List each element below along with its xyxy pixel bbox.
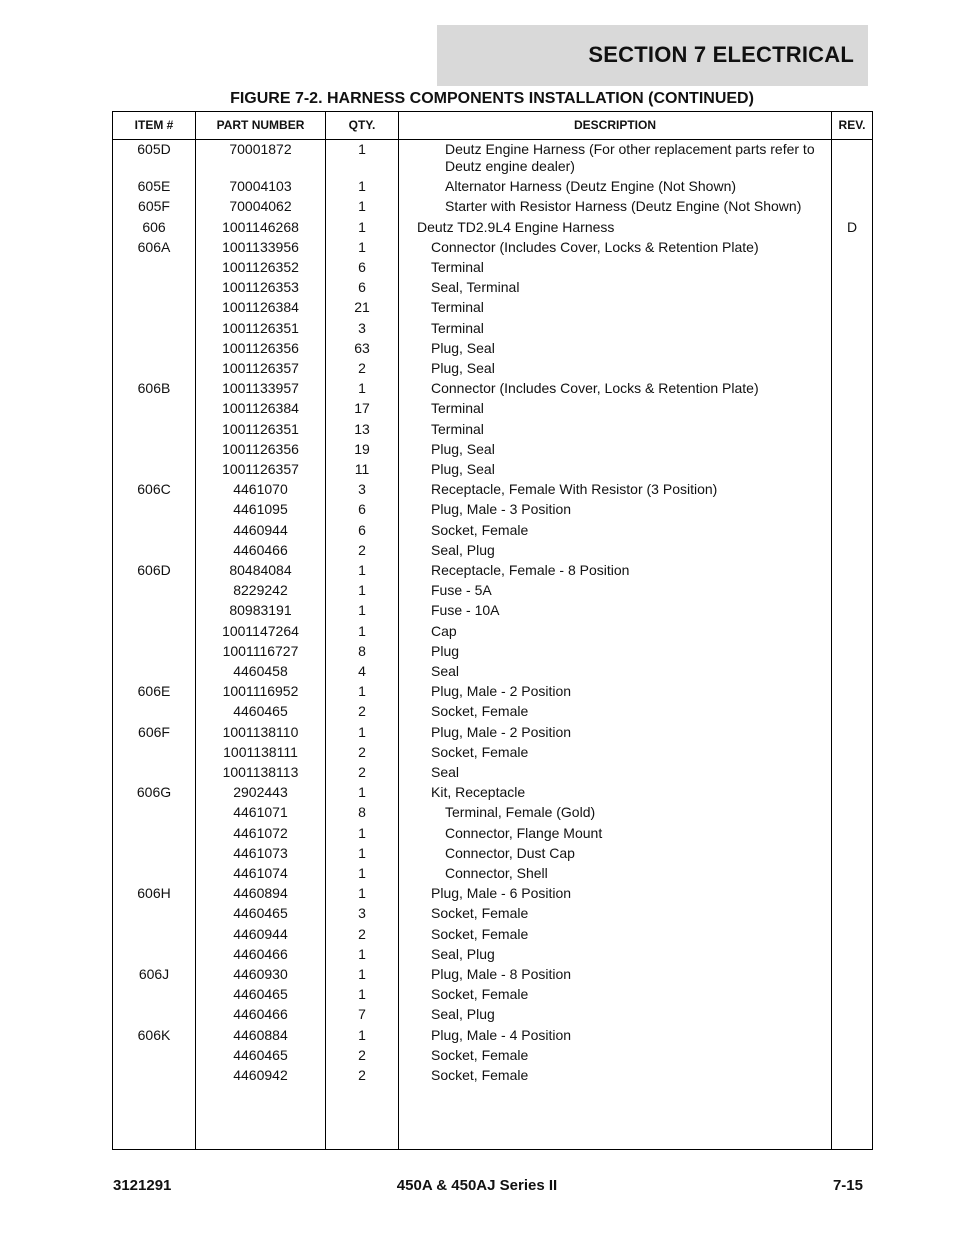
part-number-cell: 1001126356 [222, 440, 299, 457]
table-row [113, 925, 872, 945]
footer-document-number: 3121291 [113, 1177, 172, 1194]
description-cell: Plug, Male - 3 Position [431, 501, 572, 518]
table-row [113, 622, 872, 642]
table-row [113, 783, 872, 803]
qty-cell: 21 [354, 299, 370, 316]
table-row [113, 864, 872, 884]
item-cell: 605F [138, 198, 170, 215]
table-row [113, 844, 872, 864]
table-row [113, 601, 872, 621]
description-cell: Plug, Seal [431, 461, 495, 477]
part-number-cell: 4460465 [233, 986, 288, 1003]
qty-cell: 1 [358, 178, 366, 195]
qty-cell: 4 [358, 663, 366, 679]
description-cell: Alternator Harness (Deutz Engine (Not Shown) [445, 178, 737, 195]
part-number-cell: 1001126357 [222, 360, 299, 376]
table-row [113, 278, 872, 298]
table-row [113, 460, 872, 480]
description-cell: Seal, Plug [431, 541, 495, 558]
table-row [113, 884, 872, 904]
qty-cell: 1 [358, 986, 366, 1003]
qty-cell: 7 [358, 1006, 366, 1023]
part-number-cell: 1001138110 [222, 723, 299, 740]
table-row [113, 561, 872, 581]
part-number-cell: 4460466 [233, 541, 288, 558]
description-cell: Terminal [431, 400, 484, 417]
part-number-cell: 1001126351 [222, 319, 299, 336]
part-number-cell: 80484084 [229, 562, 292, 578]
part-number-cell: 4460944 [233, 925, 288, 942]
part-number-cell: 80983191 [229, 602, 292, 619]
description-cell: Terminal [431, 319, 484, 336]
table-row [113, 803, 872, 823]
part-number-cell: 4460942 [233, 1067, 288, 1083]
description-cell: Terminal [431, 259, 484, 275]
item-cell: 606K [137, 1026, 171, 1043]
qty-cell: 1 [358, 723, 366, 740]
description-cell: Socket, Female [431, 1046, 529, 1063]
description-cell: Deutz Engine Harness (For other replacement parts refer to [445, 141, 815, 157]
table-row [113, 682, 872, 702]
table-row [113, 541, 872, 561]
part-number-cell: 4460894 [233, 885, 288, 902]
table-row [113, 238, 872, 258]
qty-cell: 6 [358, 259, 366, 275]
description-cell: Receptacle, Female - 8 Position [431, 562, 630, 578]
part-number-cell: 4460465 [233, 905, 288, 922]
part-number-cell: 1001126352 [222, 259, 299, 275]
description-cell: Seal, Terminal [431, 279, 520, 296]
qty-cell: 63 [354, 339, 370, 356]
table-row [113, 177, 872, 197]
description-cell: Seal [431, 663, 460, 679]
table-row [113, 581, 872, 601]
item-cell: 605D [137, 141, 171, 157]
table-row [113, 420, 872, 440]
description-cell: Fuse - 5A [431, 582, 492, 599]
description-cell: Socket, Female [431, 1067, 529, 1083]
table-row [113, 379, 872, 399]
table-row [113, 1046, 872, 1066]
description-cell: Cap [431, 622, 457, 639]
item-cell: 606B [137, 380, 171, 397]
part-number-cell: 2902443 [233, 784, 288, 801]
description-cell: Terminal [431, 420, 484, 437]
table-row [113, 339, 872, 359]
part-number-cell: 4460944 [233, 521, 288, 538]
description-cell: Terminal, Female (Gold) [445, 804, 596, 821]
description-cell: Plug, Male - 4 Position [431, 1026, 572, 1043]
qty-cell: 2 [358, 1067, 366, 1083]
part-number-cell: 4461073 [233, 844, 288, 861]
description-cell-continued: Deutz engine dealer) [445, 158, 575, 174]
table-row [113, 723, 872, 743]
part-number-cell: 70004103 [229, 178, 292, 195]
description-cell: Seal, Plug [431, 945, 495, 962]
table-row [113, 702, 872, 722]
qty-cell: 8 [358, 804, 366, 821]
footer-model: 450A & 450AJ Series II [396, 1177, 558, 1194]
item-cell: 606E [137, 683, 171, 700]
column-header-rev: REV. [838, 118, 866, 132]
part-number-cell: 8229242 [233, 582, 288, 599]
part-number-cell: 4461072 [233, 824, 288, 841]
table-row [113, 965, 872, 985]
description-cell: Kit, Receptacle [431, 784, 526, 801]
part-number-cell: 70001872 [229, 141, 292, 157]
qty-cell: 1 [358, 824, 366, 841]
part-number-cell: 4461074 [233, 865, 288, 881]
description-cell: Socket, Female [431, 521, 529, 538]
part-number-cell: 1001138111 [223, 743, 298, 760]
table-row [113, 662, 872, 682]
column-header-part-number: PART NUMBER [216, 118, 305, 132]
qty-cell: 6 [358, 501, 366, 518]
table-row [113, 399, 872, 419]
table-row [113, 985, 872, 1005]
part-number-cell: 4461095 [233, 501, 288, 518]
part-number-cell: 1001126384 [222, 299, 299, 316]
part-number-cell: 4461071 [233, 804, 288, 821]
part-number-cell: 4460884 [233, 1026, 288, 1043]
section-title: SECTION 7 ELECTRICAL [588, 42, 854, 67]
description-cell: Connector, Flange Mount [445, 824, 603, 841]
qty-cell: 6 [358, 521, 366, 538]
description-cell: Socket, Female [431, 743, 529, 760]
qty-cell: 2 [358, 360, 366, 376]
qty-cell: 2 [358, 1046, 366, 1063]
part-number-cell: 1001116952 [222, 683, 299, 700]
qty-cell: 6 [358, 279, 366, 296]
part-number-cell: 1001133957 [222, 380, 299, 397]
part-number-cell: 4460930 [233, 966, 288, 982]
item-cell: 606H [137, 885, 171, 902]
table-row [113, 1026, 872, 1046]
item-cell: 606F [138, 723, 170, 740]
qty-cell: 1 [358, 844, 366, 861]
qty-cell: 1 [358, 562, 366, 578]
part-number-cell: 4460458 [233, 663, 288, 679]
part-number-cell: 1001126353 [222, 279, 299, 296]
part-number-cell: 1001147264 [222, 622, 299, 639]
part-number-cell: 1001138113 [222, 764, 299, 780]
description-cell: Plug, Male - 8 Position [431, 966, 572, 982]
table-row [113, 1005, 872, 1025]
description-cell: Receptacle, Female With Resistor (3 Position) [431, 481, 718, 498]
part-number-cell: 4460465 [233, 1046, 288, 1063]
description-cell: Socket, Female [431, 925, 529, 942]
part-number-cell: 1001146268 [222, 218, 299, 235]
description-cell: Deutz TD2.9L4 Engine Harness [417, 218, 615, 235]
table-row [113, 763, 872, 783]
qty-cell: 3 [358, 319, 366, 336]
description-cell: Socket, Female [431, 703, 529, 720]
part-number-cell: 1001133956 [222, 238, 299, 255]
description-cell: Plug, Seal [431, 339, 495, 356]
description-cell: Seal [431, 764, 460, 780]
column-header-item: ITEM # [134, 118, 174, 132]
item-cell: 606 [142, 218, 166, 235]
description-cell: Fuse - 10A [431, 602, 500, 619]
qty-cell: 1 [358, 1026, 366, 1043]
part-number-cell: 4460466 [233, 945, 288, 962]
table-row [113, 904, 872, 924]
description-cell: Plug, Seal [431, 360, 495, 376]
table-row [113, 140, 872, 174]
qty-cell: 3 [358, 905, 366, 922]
table-row [113, 298, 872, 318]
qty-cell: 17 [354, 400, 370, 417]
section-header-banner [437, 25, 868, 86]
part-number-cell: 1001126356 [222, 339, 299, 356]
part-number-cell: 4461070 [233, 481, 288, 498]
qty-cell: 1 [358, 865, 366, 881]
description-cell: Plug, Male - 2 Position [431, 723, 572, 740]
footer-page-number: 7-15 [832, 1177, 863, 1194]
description-cell: Seal, Plug [431, 1006, 495, 1023]
item-cell: 605E [137, 178, 171, 195]
qty-cell: 19 [354, 440, 370, 457]
table-row [113, 500, 872, 520]
qty-cell: 1 [358, 784, 366, 801]
description-cell: Terminal [431, 299, 484, 316]
part-number-cell: 4460465 [233, 703, 288, 720]
qty-cell: 13 [354, 420, 370, 437]
description-cell: Plug, Male - 6 Position [431, 885, 572, 902]
qty-cell: 1 [358, 238, 366, 255]
item-cell: 606C [137, 481, 171, 498]
qty-cell: 1 [358, 966, 366, 982]
description-cell: Connector, Shell [445, 865, 548, 881]
qty-cell: 2 [358, 764, 366, 780]
table-row [113, 1066, 872, 1086]
description-cell: Plug, Male - 2 Position [431, 683, 572, 700]
table-row [113, 480, 872, 500]
qty-cell: 1 [358, 582, 366, 599]
figure-title: FIGURE 7-2. HARNESS COMPONENTS INSTALLATION (CONTINUED) [230, 90, 754, 107]
qty-cell: 1 [358, 218, 366, 235]
description-cell: Starter with Resistor Harness (Deutz Engine (Not Shown) [445, 198, 802, 215]
table-row [113, 359, 872, 379]
description-cell: Plug [431, 642, 460, 659]
description-cell: Socket, Female [431, 986, 529, 1003]
description-cell: Connector (Includes Cover, Locks & Retention Plate) [431, 238, 759, 255]
item-cell: 606D [137, 562, 171, 578]
item-cell: 606A [137, 238, 171, 255]
part-number-cell: 4460466 [233, 1006, 288, 1023]
qty-cell: 2 [358, 541, 366, 558]
part-number-cell: 1001126351 [222, 420, 299, 437]
qty-cell: 2 [358, 743, 366, 760]
part-number-cell: 1001126357 [222, 461, 299, 477]
qty-cell: 1 [358, 683, 366, 700]
part-number-cell: 1001116727 [222, 642, 299, 659]
table-row [113, 642, 872, 662]
description-cell: Socket, Female [431, 905, 529, 922]
qty-cell: 1 [358, 622, 366, 639]
table-row [113, 743, 872, 763]
qty-cell: 1 [358, 380, 366, 397]
item-cell: 606G [136, 784, 172, 801]
qty-cell: 1 [358, 198, 366, 215]
table-row [113, 824, 872, 844]
table-row [113, 218, 872, 238]
column-header-qty: QTY. [348, 118, 376, 132]
table-row [113, 440, 872, 460]
qty-cell: 1 [358, 885, 366, 902]
qty-cell: 8 [358, 642, 366, 659]
part-number-cell: 1001126384 [222, 400, 299, 417]
qty-cell: 1 [358, 945, 366, 962]
rev-cell: D [846, 218, 858, 235]
qty-cell: 3 [358, 481, 366, 498]
description-cell: Connector (Includes Cover, Locks & Retention Plate) [431, 380, 759, 397]
table-row [113, 945, 872, 965]
qty-cell: 1 [358, 602, 366, 619]
table-row [113, 258, 872, 278]
part-number-cell: 70004062 [229, 198, 292, 215]
qty-cell: 11 [354, 461, 370, 477]
item-cell: 606J [138, 966, 170, 982]
qty-cell: 2 [358, 703, 366, 720]
table-row [113, 319, 872, 339]
table-header-row [113, 112, 872, 140]
qty-cell: 1 [358, 141, 366, 157]
qty-cell: 2 [358, 925, 366, 942]
parts-table [112, 111, 873, 1150]
table-row [113, 521, 872, 541]
description-cell: Connector, Dust Cap [445, 844, 575, 861]
column-header-description: DESCRIPTION [573, 118, 656, 132]
description-cell: Plug, Seal [431, 440, 495, 457]
table-row [113, 197, 872, 217]
